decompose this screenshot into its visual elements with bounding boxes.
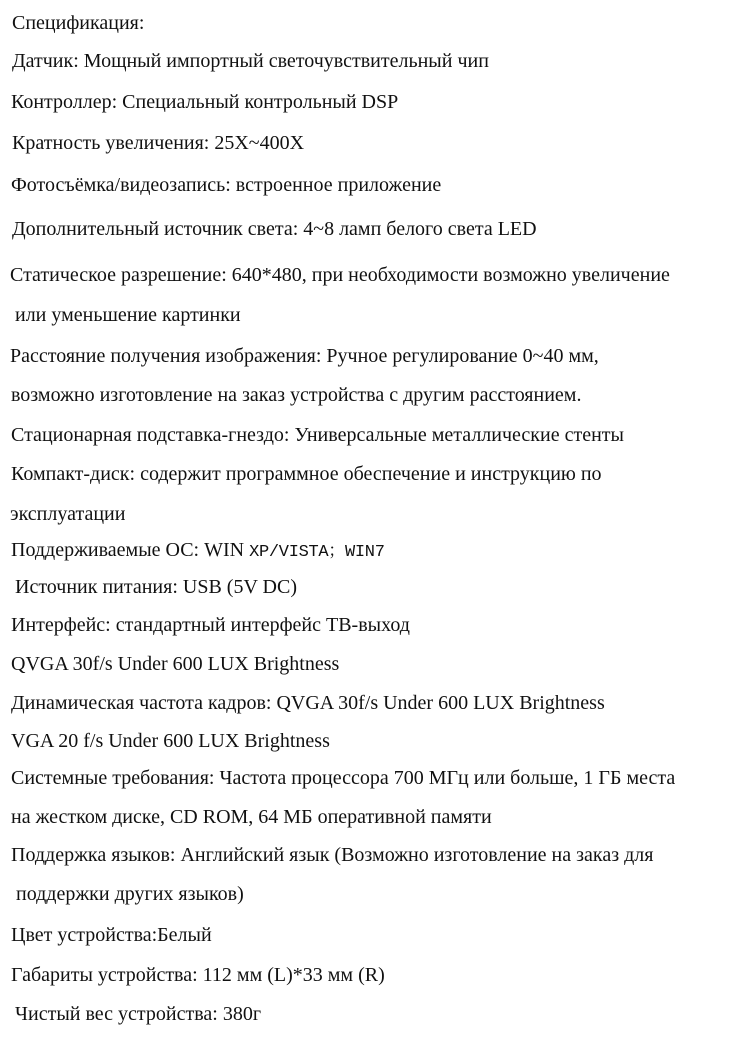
spec-line-os-versions: XP/VISTA；WIN7 (249, 543, 385, 562)
spec-line-frame-rate: Динамическая частота кадров: QVGA 30f/s Under 600 LUX Brightness (11, 692, 605, 714)
spec-line-weight: Чистый вес устройства: 380г (15, 1003, 262, 1025)
spec-line-requirements: Системные требования: Частота процессора 700 МГц или больше, 1 ГБ места (11, 767, 676, 789)
spec-line-distance-continued: возможно изготовление на заказ устройства с другим расстоянием. (11, 384, 582, 406)
spec-line-sensor: Датчик: Мощный импортный светочувствительный чип (12, 50, 489, 72)
spec-line-languages-continued: поддержки других языков) (16, 883, 244, 905)
spec-line-os-label: Поддерживаемые ОС: WIN (11, 539, 250, 561)
spec-line-controller: Контроллер: Специальный контрольный DSP (11, 91, 399, 113)
spec-heading: Спецификация: (12, 12, 145, 34)
spec-line-light-source: Дополнительный источник света: 4~8 ламп белого света LED (12, 218, 537, 240)
spec-line-vga: VGA 20 f/s Under 600 LUX Brightness (11, 730, 330, 752)
spec-line-cd: Компакт-диск: содержит программное обеспечение и инструкцию по (11, 463, 602, 485)
spec-line-resolution-continued: или уменьшение картинки (15, 304, 241, 326)
spec-line-cd-continued: эксплуатации (10, 503, 126, 525)
spec-line-magnification: Кратность увеличения: 25X~400X (12, 132, 305, 154)
spec-line-power: Источник питания: USB (5V DC) (15, 576, 297, 598)
spec-line-languages: Поддержка языков: Английский язык (Возможно изготовление на заказ для (11, 844, 654, 866)
spec-line-requirements-continued: на жестком диске, CD ROM, 64 МБ оперативной памяти (11, 806, 492, 828)
spec-line-distance: Расстояние получения изображения: Ручное регулирование 0~40 мм, (10, 345, 599, 367)
spec-line-color: Цвет устройства:Белый (11, 924, 212, 946)
spec-line-interface: Интерфейс: стандартный интерфейс ТВ-выход (11, 614, 410, 636)
spec-line-stand: Стационарная подставка-гнездо: Универсальные металлические стенты (11, 424, 624, 446)
spec-line-photo-video: Фотосъёмка/видеозапись: встроенное приложение (11, 174, 442, 196)
spec-line-resolution: Статическое разрешение: 640*480, при необходимости возможно увеличение (10, 264, 670, 286)
spec-line-os (11, 540, 385, 561)
spec-line-dimensions: Габариты устройства: 112 мм (L)*33 мм (R) (11, 964, 385, 986)
spec-line-qvga: QVGA 30f/s Under 600 LUX Brightness (11, 653, 340, 675)
